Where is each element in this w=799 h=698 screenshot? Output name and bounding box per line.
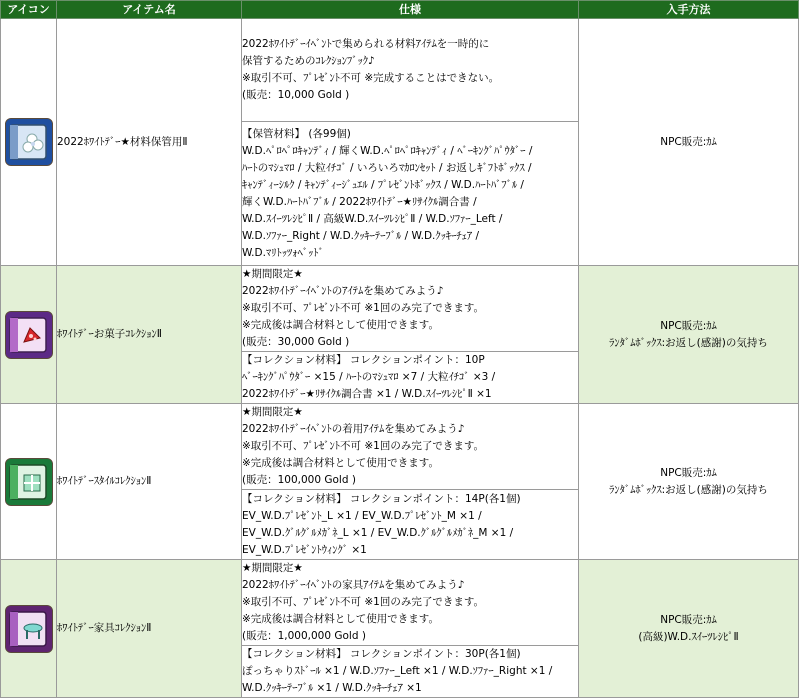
method-line: ﾗﾝﾀﾞﾑﾎﾞｯｸｽ:お返し(感謝)の気持ち (609, 336, 768, 349)
spec-materials (242, 646, 579, 698)
spec-line: 2022ﾎﾜｲﾄﾃﾞｰ★ﾘｻｲｸﾙ調合書 ×1 / W.D.ｽｲｰﾂﾚｼﾋﾟⅡ ×1 (242, 388, 492, 400)
book-blue-flower-icon (5, 118, 53, 166)
spec-line: ※取引不可、ﾌﾟﾚｾﾞﾝﾄ不可 ※1回のみ完了できます。 (242, 440, 485, 452)
table-row (1, 266, 799, 352)
item-name: ﾎﾜｲﾄﾃﾞｰｽﾀｲﾙｺﾚｸｼｮﾝⅡ (57, 404, 242, 560)
item-icon-cell (1, 266, 57, 404)
method-line: NPC販売:ｶﾑ (660, 466, 717, 479)
spec-line: 【コレクション材料】 コレクションポイント：10P (242, 354, 485, 366)
spec-line: ※完成後は調合材料として使用できます。 (242, 319, 439, 331)
spec-line: EV_W.D.ﾌﾟﾚｾﾞﾝﾄ_L ×1 / EV_W.D.ﾌﾟﾚｾﾞﾝﾄ_M ×1 / (242, 509, 482, 522)
header-spec: 仕様 (242, 1, 579, 19)
book-red-sweets-icon (5, 311, 53, 359)
spec-line: 2022ﾎﾜｲﾄﾃﾞｰｲﾍﾞﾝﾄで集められる材料ｱｲﾃﾑを一時的に (242, 38, 490, 50)
method-line: NPC販売:ｶﾑ (660, 319, 717, 332)
spec-line: ★期間限定★ (242, 562, 303, 574)
spec-line: W.D.ｽｲｰﾂﾚｼﾋﾟⅡ / 高級W.D.ｽｲｰﾂﾚｼﾋﾟⅡ / W.D.ｿﾌｧｰ_Left / (242, 212, 503, 225)
spec-line: ★期間限定★ (242, 268, 303, 280)
spec-line: 【保管材料】 (各99個) (242, 127, 351, 140)
acquire-method (579, 404, 799, 560)
spec-materials (242, 352, 579, 404)
method-line: NPC販売:ｶﾑ (660, 135, 717, 148)
spec-line: ※取引不可、ﾌﾟﾚｾﾞﾝﾄ不可 ※1回のみ完了できます。 (242, 596, 485, 608)
spec-line: EV_W.D.ﾌﾟﾚｾﾞﾝﾄｳｨﾝｸﾞ ×1 (242, 543, 367, 556)
table-header-row (1, 1, 799, 19)
spec-price: (販売：100,000 Gold ) (242, 474, 356, 486)
spec-line: ※完成後は調合材料として使用できます。 (242, 457, 439, 469)
spec-line: ※取引不可、ﾌﾟﾚｾﾞﾝﾄ不可 ※完成することはできない。 (242, 72, 500, 84)
book-green-style-icon (5, 458, 53, 506)
spec-line: ※取引不可、ﾌﾟﾚｾﾞﾝﾄ不可 ※1回のみ完了できます。 (242, 302, 485, 314)
spec-materials (242, 122, 579, 266)
spec-line: ★期間限定★ (242, 406, 303, 418)
acquire-method (579, 266, 799, 404)
item-icon-cell (1, 404, 57, 560)
spec-line: 2022ﾎﾜｲﾄﾃﾞｰｲﾍﾞﾝﾄの家具ｱｲﾃﾑを集めてみよう♪ (242, 579, 465, 591)
acquire-method (579, 560, 799, 698)
spec-description (242, 266, 579, 352)
spec-line: W.D.ｸｯｷｰﾃｰﾌﾞﾙ ×1 / W.D.ｸｯｷｰﾁｪｱ ×1 (242, 682, 422, 694)
header-name: アイテム名 (57, 1, 242, 19)
acquire-method (579, 19, 799, 266)
spec-description (242, 560, 579, 646)
spec-price: (販売：1,000,000 Gold ) (242, 630, 366, 642)
spec-line: 【コレクション材料】 コレクションポイント：14P(各1個) (242, 492, 521, 505)
header-icon: アイコン (1, 1, 57, 19)
spec-line: ﾊｰﾄのﾏｼｭﾏﾛ / 大粒ｲﾁｺﾞ / いろいろﾏｶﾛﾝｾｯﾄ / お返しｷﾞﾌﾄﾎﾞｯｸｽ / (242, 161, 532, 174)
spec-description (242, 404, 579, 490)
item-name: ﾎﾜｲﾄﾃﾞｰお菓子ｺﾚｸｼｮﾝⅡ (57, 266, 242, 404)
item-icon-cell (1, 560, 57, 698)
spec-line: 保管するためのｺﾚｸｼｮﾝﾌﾞｯｸ♪ (242, 55, 375, 67)
book-purple-furniture-icon (5, 605, 53, 653)
spec-line: ぽっちゃりｽﾄﾞｰﾙ ×1 / W.D.ｿﾌｧｰ_Left ×1 / W.D.ｿﾌｧｰ_Right ×1 / (242, 665, 553, 677)
method-line: NPC販売:ｶﾑ (660, 613, 717, 626)
spec-line: 2022ﾎﾜｲﾄﾃﾞｰｲﾍﾞﾝﾄのｱｲﾃﾑを集めてみよう♪ (242, 285, 444, 297)
spec-line: 輝くW.D.ﾊｰﾄﾊﾞﾌﾞﾙ / 2022ﾎﾜｲﾄﾃﾞｰ★ﾘｻｲｸﾙ調合書 / (242, 195, 477, 208)
table-row (1, 404, 799, 490)
item-name: 2022ﾎﾜｲﾄﾃﾞｰ★材料保管用Ⅱ (57, 19, 242, 266)
spec-line: W.D.ｿﾌｧｰ_Right / W.D.ｸｯｷｰﾃｰﾌﾞﾙ / W.D.ｸｯｷｰﾁｪｱ / (242, 229, 480, 242)
spec-price: (販売：30,000 Gold ) (242, 336, 350, 348)
spec-line: 2022ﾎﾜｲﾄﾃﾞｰｲﾍﾞﾝﾄの着用ｱｲﾃﾑを集めてみよう♪ (242, 423, 465, 435)
spec-line: W.D.ﾏﾘﾄｯﾂｫﾍﾞｯﾄﾞ (242, 246, 324, 259)
spec-line: ﾍﾞｰｷﾝｸﾞﾊﾟｳﾀﾞｰ ×15 / ﾊｰﾄのﾏｼｭﾏﾛ ×7 / 大粒ｲﾁｺﾞ ×3 / (242, 371, 496, 383)
spec-description (242, 19, 579, 122)
table-row (1, 19, 799, 122)
spec-line: W.D.ﾍﾟﾛﾍﾟﾛｷｬﾝﾃﾞｨ / 輝くW.D.ﾍﾟﾛﾍﾟﾛｷｬﾝﾃﾞｨ / ﾍﾞｰｷﾝｸﾞﾊﾟｳﾀﾞｰ / (242, 144, 533, 157)
spec-price: (販売：10,000 Gold ) (242, 89, 350, 101)
table-row (1, 560, 799, 646)
method-line: (高級)W.D.ｽｲｰﾂﾚｼﾋﾟⅡ (638, 630, 739, 643)
header-method: 入手方法 (579, 1, 799, 19)
spec-line: 【コレクション材料】 コレクションポイント：30P(各1個) (242, 648, 521, 660)
item-name: ﾎﾜｲﾄﾃﾞｰ家具ｺﾚｸｼｮﾝⅡ (57, 560, 242, 698)
spec-line: EV_W.D.ｸﾞﾙｸﾞﾙﾒｶﾞﾈ_L ×1 / EV_W.D.ｸﾞﾙｸﾞﾙﾒｶﾞﾈ_M ×1 / (242, 526, 514, 539)
spec-materials (242, 490, 579, 560)
item-icon-cell (1, 19, 57, 266)
spec-line: ※完成後は調合材料として使用できます。 (242, 613, 439, 625)
spec-line: ｷｬﾝﾃﾞｨｰｼﾙｸ / ｷｬﾝﾃﾞｨｰｼﾞｭｴﾙ / ﾌﾟﾚｾﾞﾝﾄﾎﾞｯｸｽ / W.D.ﾊｰﾄﾊﾞﾌﾞﾙ / (242, 178, 524, 191)
method-line: ﾗﾝﾀﾞﾑﾎﾞｯｸｽ:お返し(感謝)の気持ち (609, 483, 768, 496)
